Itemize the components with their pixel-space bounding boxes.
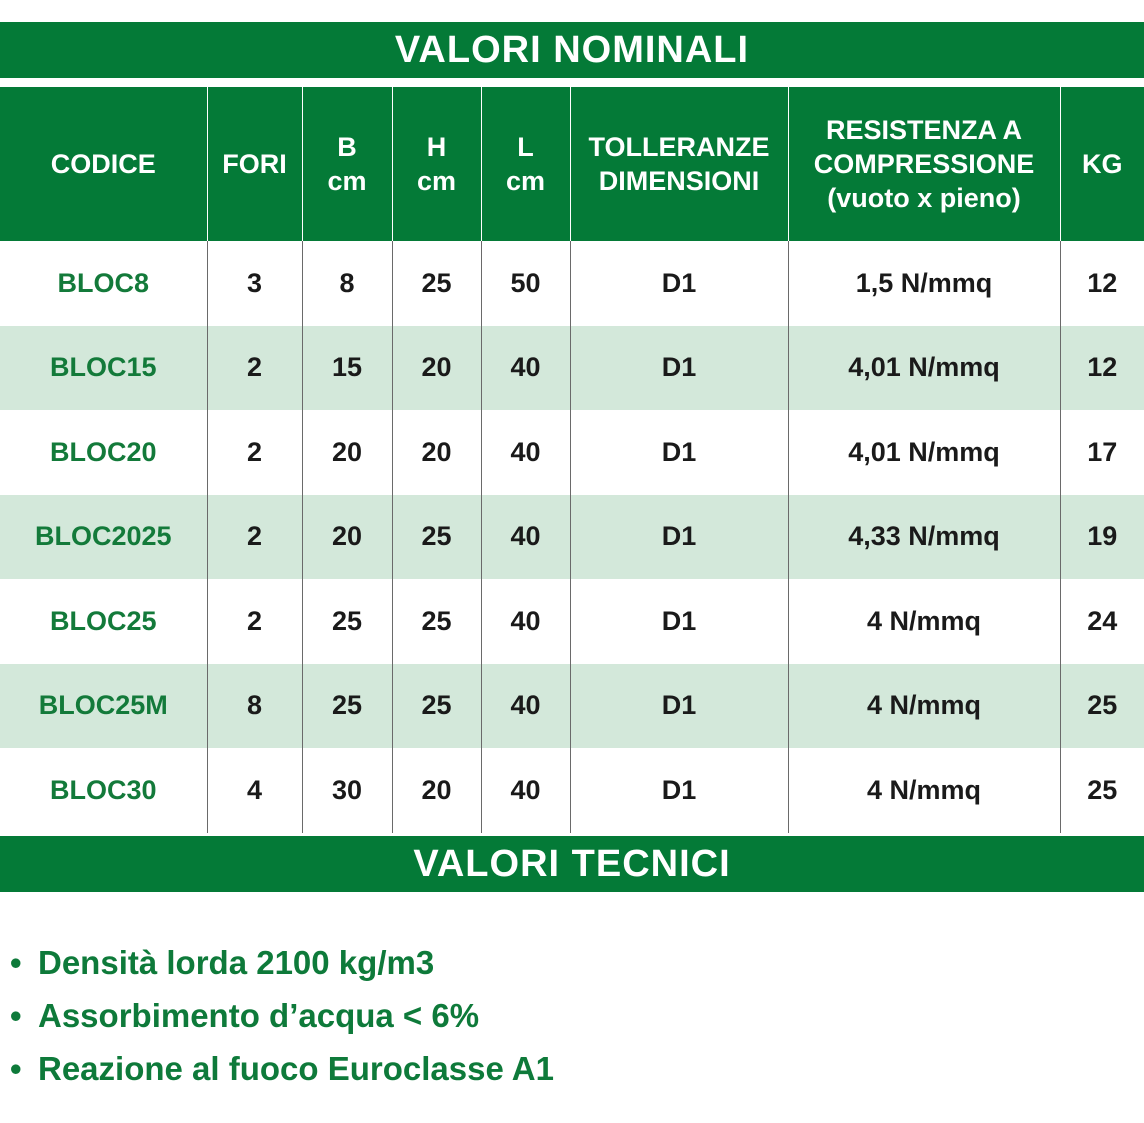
cell-codice: BLOC8 <box>0 241 207 326</box>
cell-l: 40 <box>481 748 570 833</box>
cell-fori: 8 <box>207 664 302 749</box>
cell-h: 20 <box>392 326 481 411</box>
cell-resistenza: 1,5 N/mmq <box>788 241 1060 326</box>
column-header-l <box>481 87 570 241</box>
bullet-icon: • <box>10 997 22 1034</box>
table-row <box>0 495 1144 580</box>
cell-b: 8 <box>302 241 392 326</box>
cell-resistenza: 4 N/mmq <box>788 748 1060 833</box>
cell-b: 20 <box>302 410 392 495</box>
technical-value-text: Assorbimento d’acqua < 6% <box>38 997 480 1034</box>
column-header-line: DIMENSIONI <box>598 166 760 196</box>
cell-b: 25 <box>302 579 392 664</box>
cell-fori: 3 <box>207 241 302 326</box>
column-header-codice <box>0 87 207 241</box>
bullet-icon: • <box>10 944 22 981</box>
technical-values-title: VALORI TECNICI <box>0 836 1144 892</box>
cell-codice: BLOC25M <box>0 664 207 749</box>
column-header-line: L <box>517 132 534 162</box>
cell-resistenza: 4,33 N/mmq <box>788 495 1060 580</box>
column-header-line: TOLLERANZE <box>588 132 770 162</box>
table-row <box>0 748 1144 833</box>
cell-b: 15 <box>302 326 392 411</box>
cell-l: 50 <box>481 241 570 326</box>
technical-value-text: Densità lorda 2100 kg/m3 <box>38 944 435 981</box>
list-item <box>0 936 554 989</box>
cell-tolleranze: D1 <box>570 579 788 664</box>
cell-b: 30 <box>302 748 392 833</box>
cell-l: 40 <box>481 326 570 411</box>
cell-h: 25 <box>392 579 481 664</box>
column-header-fori <box>207 87 302 241</box>
bullet-icon: • <box>10 1050 22 1087</box>
cell-h: 25 <box>392 664 481 749</box>
column-header-line: CODICE <box>50 149 156 179</box>
cell-l: 40 <box>481 495 570 580</box>
cell-h: 25 <box>392 495 481 580</box>
column-header-line: cm <box>327 166 367 196</box>
cell-codice: BLOC25 <box>0 579 207 664</box>
cell-l: 40 <box>481 410 570 495</box>
cell-kg: 19 <box>1060 495 1144 580</box>
cell-kg: 25 <box>1060 664 1144 749</box>
cell-tolleranze: D1 <box>570 748 788 833</box>
technical-value-text: Reazione al fuoco Euroclasse A1 <box>38 1050 554 1087</box>
nominal-values-table <box>0 87 1144 833</box>
cell-kg: 12 <box>1060 326 1144 411</box>
cell-codice: BLOC2025 <box>0 495 207 580</box>
column-header-line: (vuoto x pieno) <box>827 183 1021 213</box>
cell-resistenza: 4 N/mmq <box>788 664 1060 749</box>
cell-fori: 2 <box>207 495 302 580</box>
column-header-line: FORI <box>222 149 287 179</box>
cell-b: 25 <box>302 664 392 749</box>
cell-resistenza: 4,01 N/mmq <box>788 326 1060 411</box>
cell-tolleranze: D1 <box>570 495 788 580</box>
table-row <box>0 664 1144 749</box>
cell-tolleranze: D1 <box>570 241 788 326</box>
column-header-line: RESISTENZA A <box>825 115 1022 145</box>
cell-kg: 25 <box>1060 748 1144 833</box>
table-row <box>0 579 1144 664</box>
column-header-line: B <box>337 132 357 162</box>
cell-codice: BLOC20 <box>0 410 207 495</box>
table-row <box>0 410 1144 495</box>
column-header-line: COMPRESSIONE <box>813 149 1035 179</box>
cell-h: 25 <box>392 241 481 326</box>
cell-h: 20 <box>392 410 481 495</box>
cell-fori: 2 <box>207 326 302 411</box>
cell-resistenza: 4 N/mmq <box>788 579 1060 664</box>
cell-codice: BLOC30 <box>0 748 207 833</box>
column-header-kg <box>1060 87 1144 241</box>
cell-b: 20 <box>302 495 392 580</box>
cell-codice: BLOC15 <box>0 326 207 411</box>
cell-kg: 24 <box>1060 579 1144 664</box>
cell-kg: 12 <box>1060 241 1144 326</box>
column-header-line: cm <box>416 166 457 196</box>
cell-tolleranze: D1 <box>570 326 788 411</box>
cell-fori: 4 <box>207 748 302 833</box>
nominal-values-title: VALORI NOMINALI <box>0 22 1144 78</box>
column-header-line: KG <box>1082 149 1123 179</box>
column-header-tolleranze <box>570 87 788 241</box>
cell-h: 20 <box>392 748 481 833</box>
list-item <box>0 1042 554 1095</box>
cell-l: 40 <box>481 579 570 664</box>
cell-tolleranze: D1 <box>570 410 788 495</box>
column-header-line: H <box>426 132 447 162</box>
column-header-h <box>392 87 481 241</box>
technical-values-list <box>0 936 554 1095</box>
cell-fori: 2 <box>207 410 302 495</box>
table-header-row <box>0 87 1144 241</box>
column-header-b <box>302 87 392 241</box>
column-header-line: cm <box>505 166 546 196</box>
list-item <box>0 989 554 1042</box>
cell-l: 40 <box>481 664 570 749</box>
cell-resistenza: 4,01 N/mmq <box>788 410 1060 495</box>
cell-kg: 17 <box>1060 410 1144 495</box>
table-row <box>0 326 1144 411</box>
cell-tolleranze: D1 <box>570 664 788 749</box>
table-row <box>0 241 1144 326</box>
column-header-resistenza <box>788 87 1060 241</box>
cell-fori: 2 <box>207 579 302 664</box>
